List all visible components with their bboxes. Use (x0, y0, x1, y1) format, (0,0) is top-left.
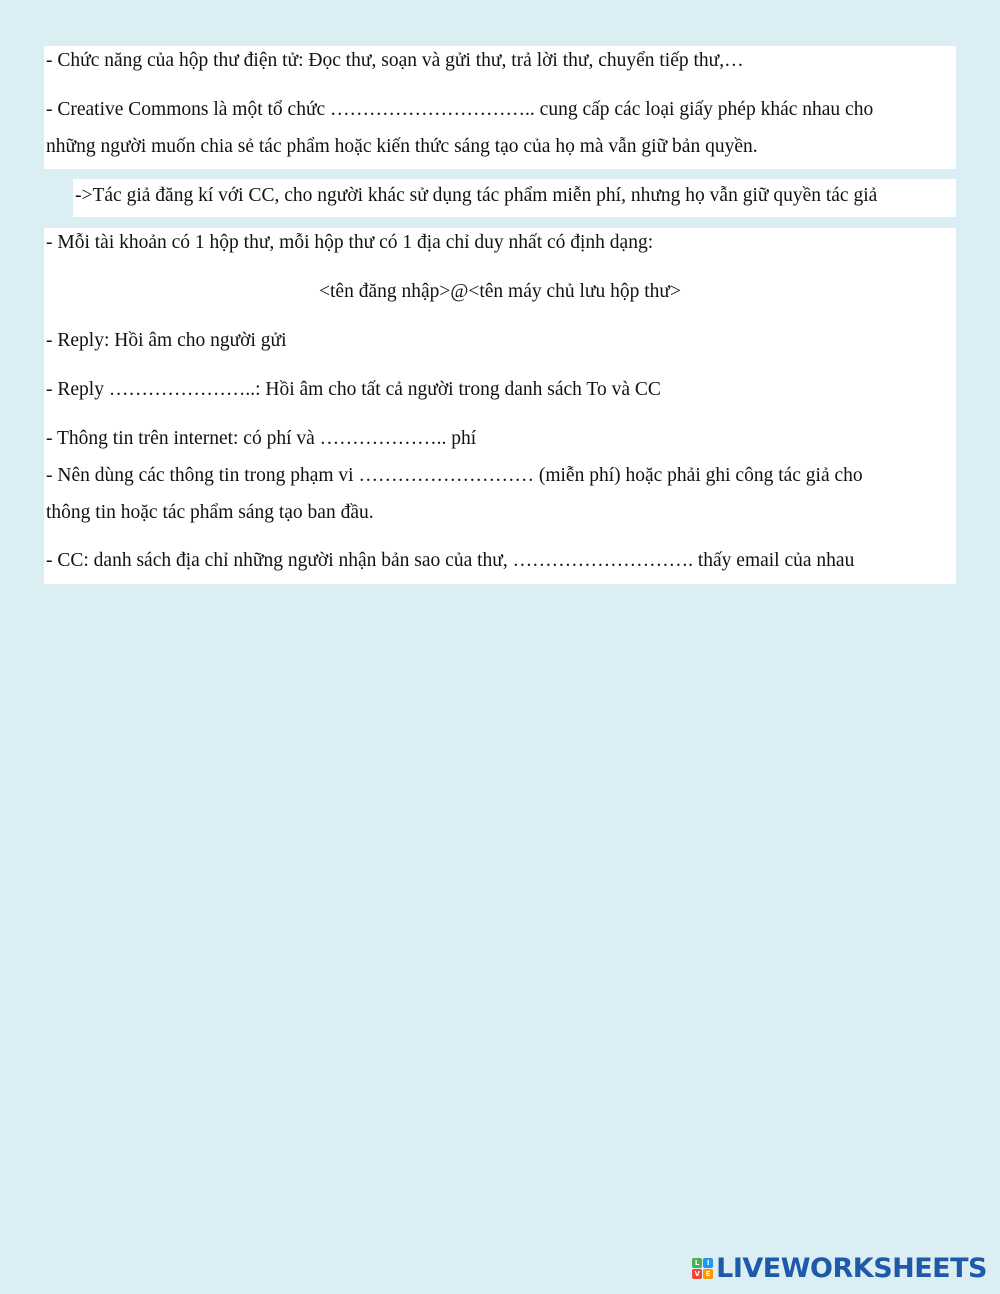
logo-mark-e: E (703, 1269, 713, 1279)
email-format-line: <tên đăng nhập>@<tên máy chủ lưu hộp thư> (319, 281, 681, 302)
worksheet-block-3 (44, 228, 956, 584)
text-line-9b: thông tin hoặc tác phẩm sáng tạo ban đầu. (46, 502, 374, 523)
text-line-4: - Mỗi tài khoản có 1 hộp thư, mỗi hộp thư có 1 địa chỉ duy nhất có định dạng: (46, 232, 654, 253)
logo-mark-l: L (692, 1258, 702, 1268)
text-line-2b: những người muốn chia sẻ tác phẩm hoặc kiến thức sáng tạo của họ mà vẫn giữ bản quyền. (46, 136, 758, 157)
text-line-2a: - Creative Commons là một tổ chức ………………………….. cung cấp các loại giấy phép khác nhau cho (46, 99, 874, 120)
worksheet-block-2 (73, 179, 956, 217)
liveworksheets-logo (692, 1252, 987, 1284)
logo-text: LIVEWORKSHEETS (716, 1252, 987, 1284)
text-line-1: - Chức năng của hộp thư điện tử: Đọc thư, soạn và gửi thư, trả lời thư, chuyển tiếp thư,… (46, 50, 744, 71)
text-line-3: ->Tác giả đăng kí với CC, cho người khác sử dụng tác phẩm miễn phí, nhưng họ vẫn giữ quyền tác giả (75, 185, 878, 206)
logo-mark-icon (692, 1258, 713, 1279)
text-line-6: - Reply: Hồi âm cho người gửi (46, 330, 287, 351)
text-line-10: - CC: danh sách địa chỉ những người nhận bản sao của thư, ………………………. thấy email của nhau (46, 550, 855, 571)
text-line-8: - Thông tin trên internet: có phí và ……………….. phí (46, 428, 477, 449)
text-line-7: - Reply …………………..: Hồi âm cho tất cả người trong danh sách To và CC (46, 379, 661, 400)
text-line-9a: - Nên dùng các thông tin trong phạm vi ……………………… (miễn phí) hoặc phải ghi công tác giả cho (46, 465, 863, 486)
logo-mark-v: V (692, 1269, 702, 1279)
logo-mark-i: I (703, 1258, 713, 1268)
worksheet-block-1 (44, 46, 956, 169)
